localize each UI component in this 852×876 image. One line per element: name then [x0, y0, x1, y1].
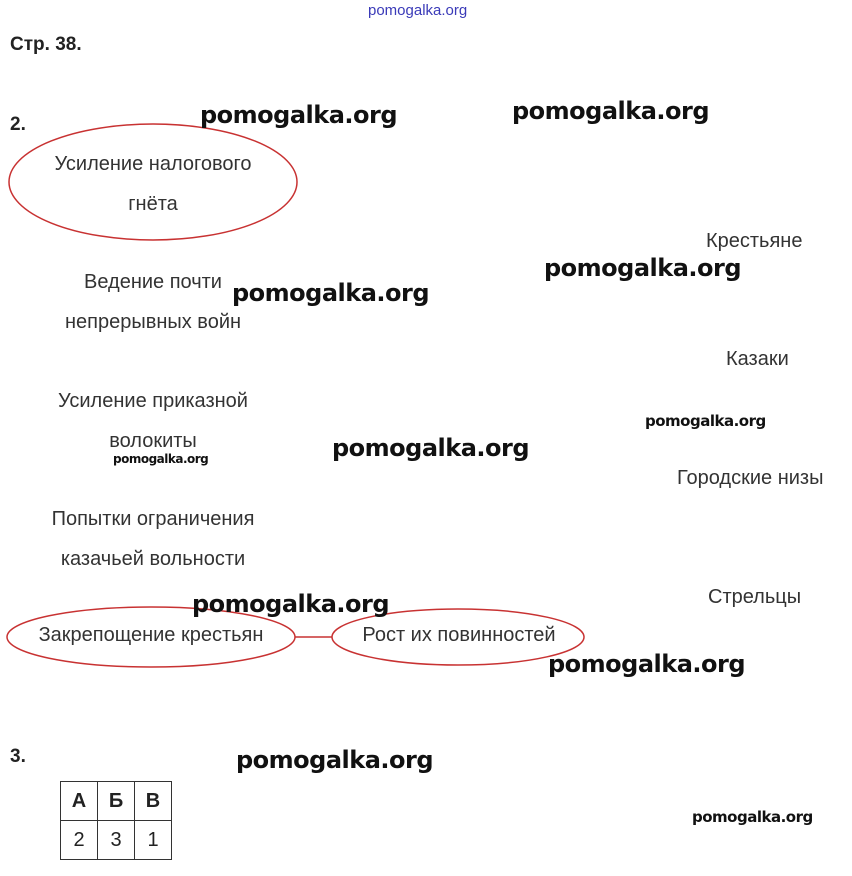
watermark: pomogalka.org — [113, 452, 209, 466]
watermark: pomogalka.org — [645, 412, 766, 430]
answer-header-v: В — [135, 782, 172, 821]
answer-table — [60, 781, 172, 860]
watermark: pomogalka.org — [544, 254, 742, 282]
answer-header-b: Б — [98, 782, 135, 821]
watermark-top-link[interactable]: pomogalka.org — [368, 2, 468, 19]
watermark: pomogalka.org — [200, 101, 398, 129]
cause-tax — [13, 144, 293, 224]
task-3-number: 3. — [10, 746, 26, 767]
cause-wars-line2: непрерывных войн — [64, 311, 242, 333]
group-town-poor: Городские низы — [677, 467, 824, 489]
answer-table-header-row — [61, 782, 172, 821]
cause-wars-line1: Ведение почти — [84, 271, 222, 293]
item-enserfment: Закрепощение крестьян — [38, 624, 264, 646]
watermark: pomogalka.org — [192, 590, 390, 618]
group-streltsy: Стрельцы — [708, 586, 802, 608]
cause-tax-line1: Усиление налогового — [54, 153, 252, 175]
answer-value-v: 1 — [135, 821, 172, 860]
cause-cossacks-line1: Попытки ограничения — [51, 508, 255, 530]
watermark: pomogalka.org — [692, 808, 813, 826]
page-title: Стр. 38. — [10, 34, 82, 55]
answer-header-a: А — [61, 782, 98, 821]
cause-cossacks-line2: казачьей вольности — [60, 548, 246, 570]
watermark: pomogalka.org — [332, 434, 530, 462]
cause-red-tape-line2: волокиты — [109, 430, 197, 452]
answer-value-a: 2 — [61, 821, 98, 860]
watermark: pomogalka.org — [236, 746, 434, 774]
cause-tax-line2: гнёта — [128, 193, 178, 215]
item-duties: Рост их повинностей — [362, 624, 556, 646]
watermark: pomogalka.org — [548, 650, 746, 678]
watermark: pomogalka.org — [512, 97, 710, 125]
watermark: pomogalka.org — [232, 279, 430, 307]
task-2-number: 2. — [10, 114, 26, 135]
cause-red-tape — [13, 381, 293, 461]
answer-table-value-row — [61, 821, 172, 860]
cause-red-tape-line1: Усиление приказной — [58, 390, 248, 412]
group-cossacks: Казаки — [726, 348, 789, 370]
cause-cossacks — [13, 499, 293, 579]
group-peasants: Крестьяне — [706, 230, 803, 252]
answer-value-b: 3 — [98, 821, 135, 860]
